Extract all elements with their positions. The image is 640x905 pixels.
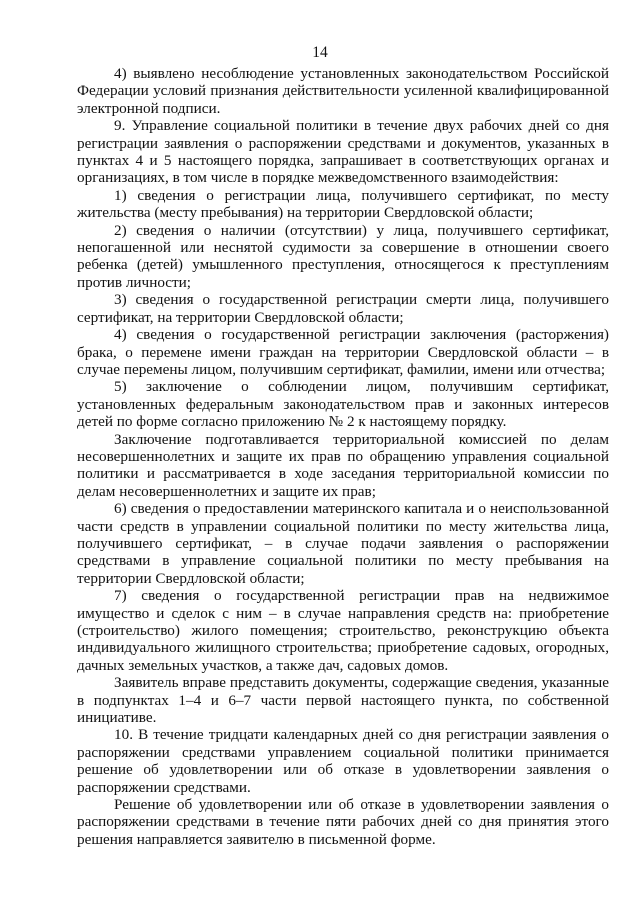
paragraph-item-1-residence: 1) сведения о регистрации лица, получившего сертификат, по месту жительства (месту пребывания) на территории Свердловской области;	[77, 186, 609, 222]
paragraph-item-7-real-estate: 7) сведения о государственной регистрации прав на недвижимое имущество и сделок с ним – в случае направления средств на: приобретение (строительство) жилого помещения; строительство, реконструкцию объекта индивидуального жилищного строительства; приобретение садовых, огородных, дачных земельных участков, а также дач, садовых домов.	[77, 587, 609, 674]
paragraph-item-6-maternity-capital: 6) сведения о предоставлении материнского капитала и о неиспользованной части средств в управлении социальной политики по месту жительства лица, получившего сертификат, – в случае подачи заявления о распоряжении средствами в управление социальной политики по месту пребывания на территории Свердловской области;	[77, 500, 609, 587]
paragraph-item-4-marriage: 4) сведения о государственной регистрации заключения (расторжения) брака, о перемене имени граждан на территории Свердловской области – в случае перемены лицом, получившим сертификат, фамилии, имени или отчества;	[77, 326, 609, 378]
paragraph-item-3-death-registration: 3) сведения о государственной регистрации смерти лица, получившего сертификат, на территории Свердловской области;	[77, 291, 609, 326]
paragraph-decision-notice: Решение об удовлетворении или об отказе в удовлетворении заявления о распоряжении средствами в течение пяти рабочих дней со дня принятия этого решения направляется заявителю в письменной форме.	[77, 796, 609, 848]
paragraph-applicant-right: Заявитель вправе представить документы, содержащие сведения, указанные в подпунктах 1–4 и 6–7 части первой настоящего пункта, по собственной инициативе.	[77, 674, 609, 727]
document-body	[77, 65, 609, 848]
paragraph-item-2-criminal-record: 2) сведения о наличии (отсутствии) у лица, получившего сертификат, непогашенной или неснятой судимости за совершение в отношении своего ребенка (детей) умышленного преступления, относящегося к преступлениям против личности;	[77, 221, 609, 291]
paragraph-commission-conclusion: Заключение подготавливается территориальной комиссией по делам несовершеннолетних и защите их прав по обращению управления социальной политики и рассматривается в ходе заседания территориальной комиссии по делам несовершеннолетних и защите их прав;	[77, 430, 609, 500]
paragraph-item-5-conclusion: 5) заключение о соблюдении лицом, получившим сертификат, установленных федеральным законодательством прав и законных интересов детей по форме согласно приложению № 2 к настоящему порядку.	[77, 378, 609, 431]
paragraph-section-10: 10. В течение тридцати календарных дней со дня регистрации заявления о распоряжении средствами управлением социальной политики принимается решение об удовлетворении или об отказе в удовлетворении заявления о распоряжении средствами.	[77, 726, 609, 796]
paragraph-item-4-signature: 4) выявлено несоблюдение установленных законодательством Российской Федерации условий признания действительности усиленной квалифицированной электронной подписи.	[77, 65, 609, 117]
paragraph-section-9: 9. Управление социальной политики в течение двух рабочих дней со дня регистрации заявления о распоряжении средствами и документов, указанных в пунктах 4 и 5 настоящего порядка, запрашивает в соответствующих органах и организациях, в том числе в порядке межведомственного взаимодействия:	[77, 117, 609, 187]
page-number: 14	[312, 44, 328, 61]
